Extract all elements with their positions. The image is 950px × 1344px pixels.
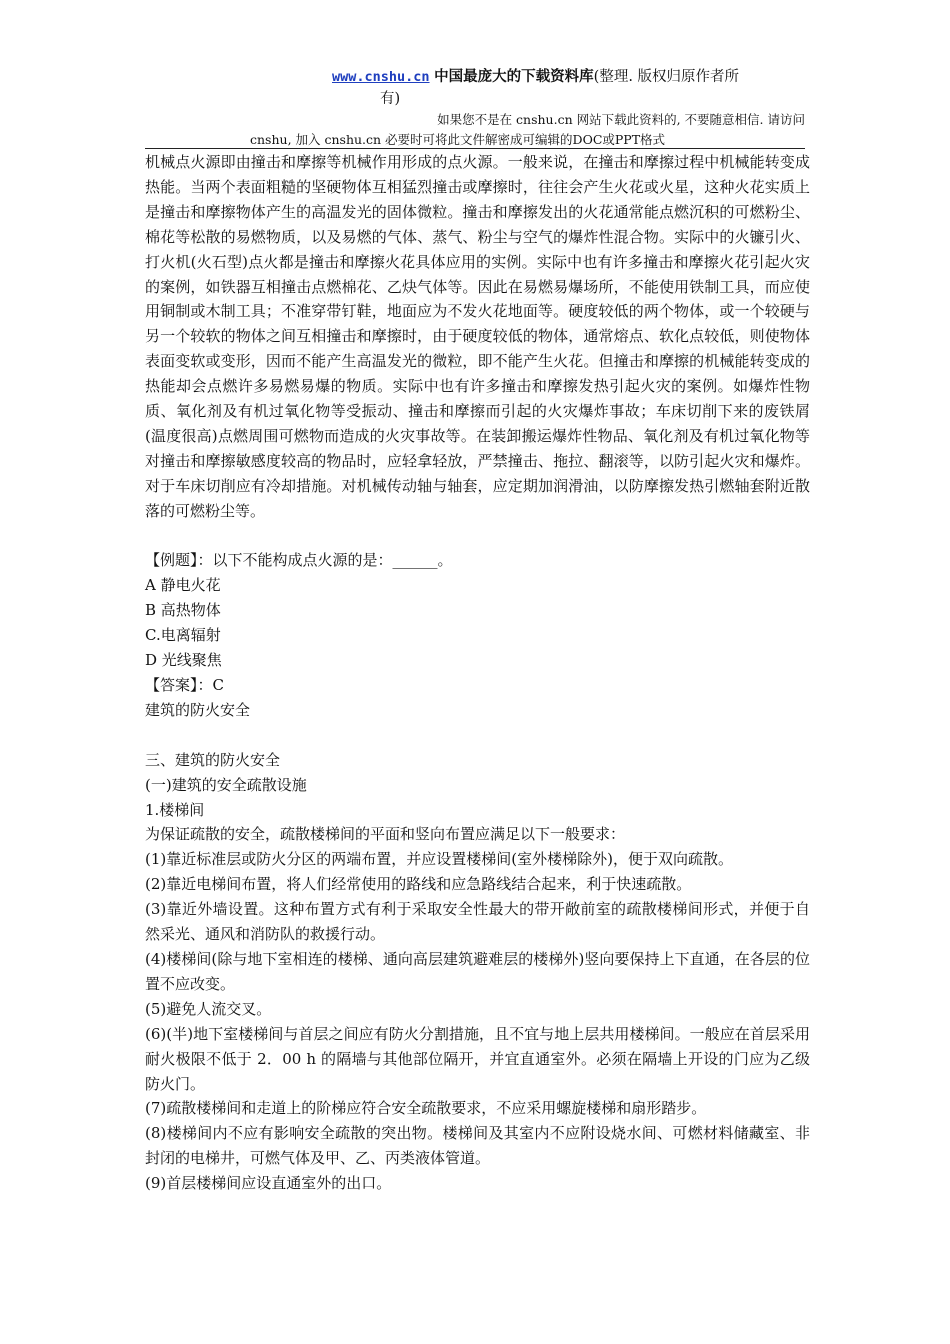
requirements-intro: 为保证疏散的安全，疏散楼梯间的平面和竖向布置应满足以下一般要求：	[145, 825, 626, 844]
option-a: A 静电火花	[145, 576, 221, 595]
site-title: 中国最庞大的下载资料库	[434, 68, 594, 85]
requirement-1: (1)靠近标准层或防火分区的两端布置，并应设置楼梯间(室外楼梯除外)，便于双向疏散。	[145, 850, 733, 869]
option-c: C.电离辐射	[145, 626, 221, 645]
requirement-2: (2)靠近电梯间布置，将人们经常使用的路线和应急路线结合起来，利于快速疏散。	[145, 875, 692, 894]
answer: 【答案】：C	[145, 676, 224, 695]
site-note: (整理. 版权归原作者所	[593, 69, 740, 85]
requirement-8: (8)楼梯间内不应有影响安全疏散的突出物。楼梯间及其室内不应附设烧水间、可燃材料储藏室、非封闭的电梯井，可燃气体及甲、乙、丙类液体管道。	[145, 1124, 810, 1168]
spacer	[145, 723, 810, 748]
item-heading: 1.楼梯间	[145, 800, 205, 819]
option-d: D 光线聚焦	[145, 651, 222, 670]
section-heading: 三、建筑的防火安全	[145, 750, 281, 769]
option-b: B 高热物体	[145, 601, 221, 620]
requirement-5: (5)避免人流交叉。	[145, 999, 272, 1018]
notice-line-1: 如果您不是在 cnshu.cn 网站下载此资料的, 不要随意相信. 请访问	[437, 112, 805, 127]
example-question: 【例题】：以下不能构成点火源的是：______。	[145, 551, 453, 570]
site-note-cont: 有)	[380, 91, 401, 107]
notice-line-2: cnshu, 加入 cnshu.cn 必要时可将此文件解密成可编辑的DOC或PPT格式	[250, 132, 666, 147]
requirement-9: (9)首层楼梯间应设直通室外的出口。	[145, 1174, 392, 1193]
requirement-7: (7)疏散楼梯间和走道上的阶梯应符合安全疏散要求，不应采用螺旋楼梯和扇形踏步。	[145, 1099, 707, 1118]
paragraph-mechanical-ignition: 机械点火源即由撞击和摩擦等机械作用形成的点火源。一般来说，在撞击和摩擦过程中机械能转变成热能。当两个表面粗糙的坚硬物体互相猛烈撞击或摩擦时，往往会产生火花或火星，这种火花实质上是撞击和摩擦物体产生的高温发光的固体微粒。撞击和摩擦发出的火花通常能点燃沉积的可燃粉尘、棉花等松散的易燃物质，以及易燃的气体、蒸气、粉尘与空气的爆炸性混合物。实际中的火镰引火、打火机(火石型)点火都是撞击和摩擦火花具体应用的实例。实际中也有许多撞击和摩擦火花引起火灾的案例，如铁器互相撞击点燃棉花、乙炔气体等。因此在易燃易爆场所，不能使用铁制工具，而应使用铜制或木制工具；不准穿带钉鞋，地面应为不发火花地面等。硬度较低的两个物体，或一个较硬与另一个较软的物体之间互相撞击和摩擦时，由于硬度较低的物体，通常熔点、软化点较低，则使物体表面变软或变形，因而不能产生高温发光的微粒，即不能产生火花。但撞击和摩擦的机械能转变成的热能却会点燃许多易燃易爆的物质。实际中也有许多撞击和摩擦发热引起火灾的案例。如爆炸性物质、氧化剂及有机过氧化物等受振动、撞击和摩擦而引起的火灾爆炸事故；车床切削下来的废铁屑(温度很高)点燃周围可燃物而造成的火灾事故等。在装卸搬运爆炸性物品、氧化剂及有机过氧化物等对撞击和摩擦敏感度较高的物品时，应轻拿轻放，严禁撞击、拖拉、翻滚等，以防引起火灾和爆炸。对于车床切削应有冷却措施。对机械传动轴与轴套，应定期加润滑油，以防摩擦发热引燃轴套附近散落的可燃粉尘等。	[145, 153, 810, 520]
header-title-line	[332, 66, 802, 110]
requirement-6: (6)(半)地下室楼梯间与首层之间应有防火分割措施，且不宜与地上层共用楼梯间。一般应在首层采用耐火极限不低于 2．00 h 的隔墙与其他部位隔开，并宜直通室外。必须在隔墙上开设的门应为乙级防火门。	[145, 1024, 810, 1093]
requirement-3: (3)靠近外墙设置。这种布置方式有利于采取安全性最大的带开敞前室的疏散楼梯间形式，并便于自然采光、通风和消防队的救援行动。	[145, 900, 810, 944]
requirement-4: (4)楼梯间(除与地下室相连的楼梯、通向高层建筑避难层的楼梯外)竖向要保持上下直通，在各层的位置不应改变。	[145, 949, 810, 993]
site-link[interactable]: www.cnshu.cn	[332, 69, 430, 85]
header-divider	[145, 148, 805, 149]
document-body	[145, 150, 810, 1196]
spacer	[145, 524, 810, 549]
subsection-heading: (一)建筑的安全疏散设施	[145, 775, 307, 794]
topic-label: 建筑的防火安全	[145, 700, 251, 719]
